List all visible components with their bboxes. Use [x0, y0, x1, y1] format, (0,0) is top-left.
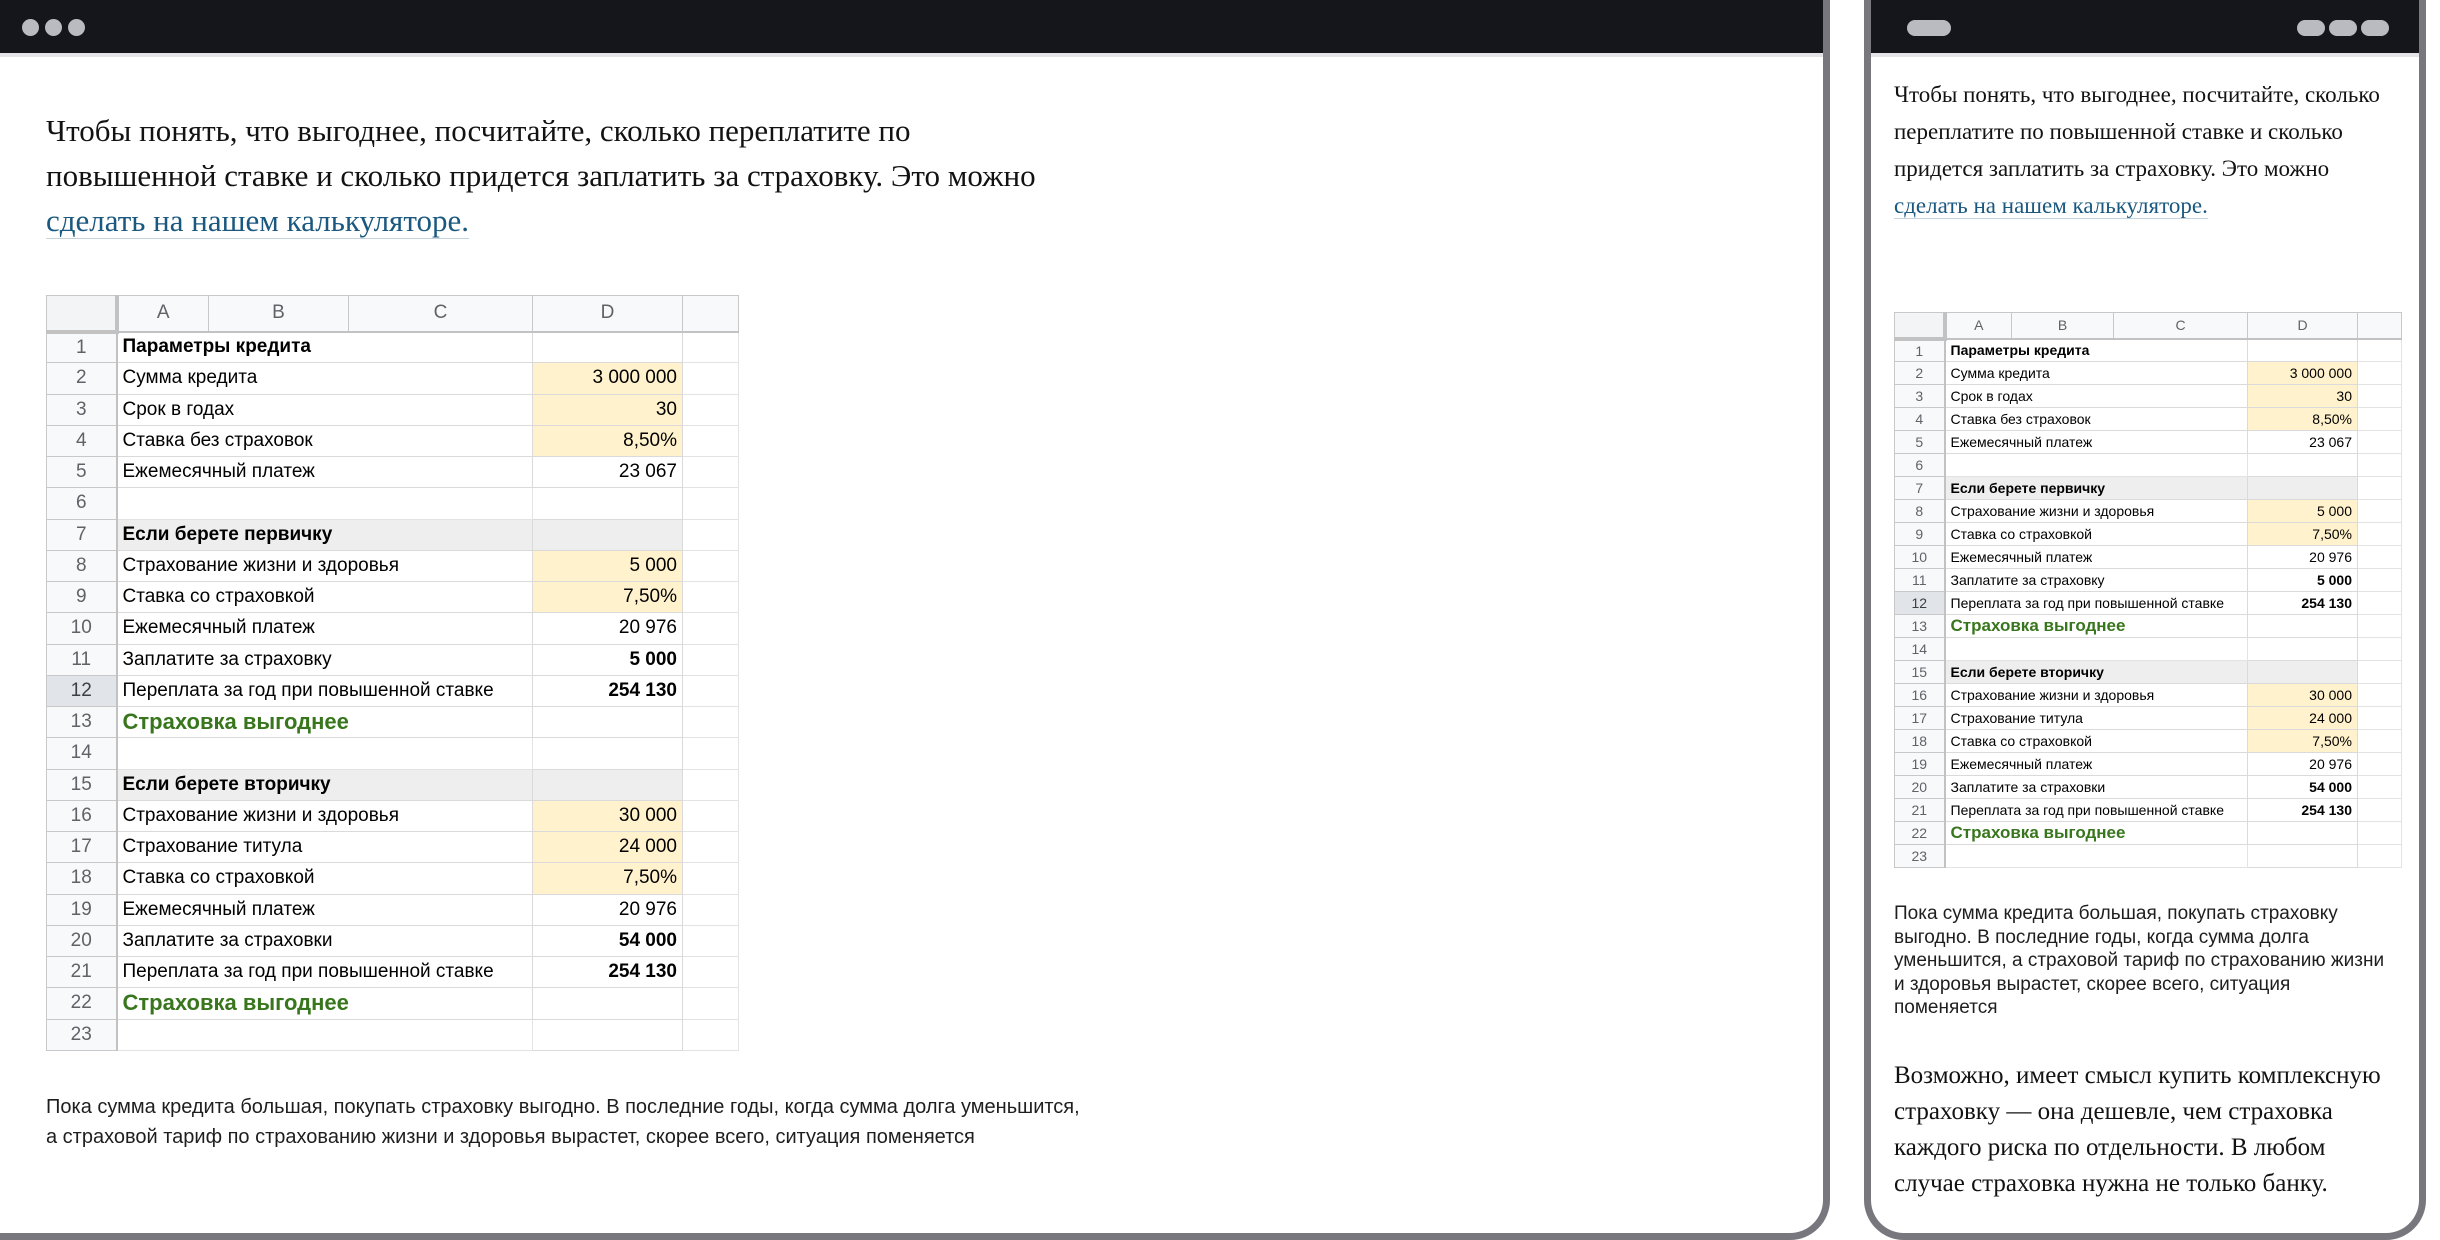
mobile-calculator-link[interactable]: сделать на нашем калькуляторе. — [1894, 193, 2208, 218]
value-cell[interactable]: 20 976 — [2248, 546, 2358, 569]
table-row — [47, 988, 739, 1019]
value-cell[interactable] — [533, 988, 683, 1019]
value-cell[interactable]: 54 000 — [2248, 776, 2358, 799]
column-header[interactable]: B — [2012, 313, 2114, 339]
value-cell[interactable] — [2248, 845, 2358, 868]
empty-cell[interactable] — [2358, 500, 2402, 523]
table-row — [47, 613, 739, 644]
empty-cell[interactable] — [683, 863, 739, 894]
value-cell[interactable] — [2248, 638, 2358, 661]
window-control-icon[interactable] — [45, 19, 62, 36]
column-header[interactable]: A — [1945, 313, 2012, 339]
table-row — [47, 769, 739, 800]
empty-cell[interactable] — [683, 800, 739, 831]
row-label-cell[interactable]: Страховка выгоднее — [117, 707, 533, 738]
row-label-cell[interactable]: Заплатите за страховки — [117, 925, 533, 956]
window-control-icon[interactable] — [22, 19, 39, 36]
row-number[interactable]: 8 — [47, 550, 117, 581]
row-number[interactable]: 2 — [1895, 362, 1945, 385]
empty-cell[interactable] — [683, 1019, 739, 1050]
row-label-cell[interactable]: Страховка выгоднее — [1945, 822, 2248, 845]
row-number[interactable]: 20 — [1895, 776, 1945, 799]
column-header[interactable]: A — [117, 296, 209, 332]
table-row — [47, 925, 739, 956]
row-number[interactable]: 16 — [1895, 684, 1945, 707]
row-number[interactable]: 7 — [47, 519, 117, 550]
select-all-corner[interactable] — [1895, 313, 1945, 339]
row-label-cell[interactable] — [1945, 454, 2248, 477]
row-number[interactable]: 22 — [47, 988, 117, 1019]
mobile-closing-paragraph: Возможно, имеет смысл купить комплексную страховку — она дешевле, чем страховка каждого риска по отдельности. В любом случае страховка нужна не только банку. — [1894, 1062, 2381, 1197]
row-label-cell[interactable]: Переплата за год при повышенной ставке — [117, 957, 533, 988]
value-cell[interactable]: 254 130 — [2248, 799, 2358, 822]
value-cell[interactable] — [2248, 454, 2358, 477]
row-label-cell[interactable]: Ежемесячный платеж — [1945, 546, 2248, 569]
row-label-cell[interactable]: Страхование жизни и здоровья — [117, 800, 533, 831]
value-cell[interactable]: 30 000 — [533, 800, 683, 831]
empty-cell[interactable] — [2358, 730, 2402, 753]
empty-cell[interactable] — [2358, 385, 2402, 408]
row-number[interactable]: 7 — [1895, 477, 1945, 500]
row-number[interactable]: 4 — [47, 425, 117, 456]
row-label-cell[interactable]: Страхование титула — [1945, 707, 2248, 730]
empty-cell[interactable] — [683, 519, 739, 550]
row-label-cell[interactable]: Страхование жизни и здоровья — [1945, 500, 2248, 523]
empty-cell[interactable] — [2358, 822, 2402, 845]
row-label-cell[interactable]: Ежемесячный платеж — [1945, 753, 2248, 776]
mobile-control-icon[interactable] — [2297, 20, 2325, 36]
empty-cell[interactable] — [2358, 661, 2402, 684]
empty-cell[interactable] — [683, 957, 739, 988]
row-label-cell[interactable]: Ставка со страховкой — [117, 582, 533, 613]
row-number[interactable]: 23 — [1895, 845, 1945, 868]
row-number[interactable]: 10 — [1895, 546, 1945, 569]
value-cell[interactable]: 8,50% — [533, 425, 683, 456]
row-label-cell[interactable]: Сумма кредита — [117, 363, 533, 394]
empty-cell[interactable] — [683, 613, 739, 644]
table-row — [1895, 385, 2402, 408]
empty-cell[interactable] — [2358, 523, 2402, 546]
row-number[interactable]: 13 — [1895, 615, 1945, 638]
table-row — [1895, 707, 2402, 730]
row-label-cell[interactable]: Ставка со страховкой — [117, 863, 533, 894]
value-cell[interactable]: 254 130 — [533, 675, 683, 706]
value-cell[interactable]: 3 000 000 — [533, 363, 683, 394]
empty-cell[interactable] — [2358, 546, 2402, 569]
empty-cell[interactable] — [683, 582, 739, 613]
value-cell[interactable]: 7,50% — [2248, 730, 2358, 753]
row-number[interactable]: 2 — [47, 363, 117, 394]
table-row — [47, 519, 739, 550]
row-label-cell[interactable]: Ставка без страховок — [117, 425, 533, 456]
table-row — [1895, 730, 2402, 753]
value-cell[interactable]: 7,50% — [533, 863, 683, 894]
row-label-cell[interactable]: Параметры кредита — [1945, 339, 2248, 362]
empty-cell[interactable] — [2358, 408, 2402, 431]
empty-cell[interactable] — [2358, 592, 2402, 615]
table-row — [47, 957, 739, 988]
row-number[interactable]: 10 — [47, 613, 117, 644]
row-number[interactable]: 4 — [1895, 408, 1945, 431]
empty-cell[interactable] — [683, 363, 739, 394]
mobile-title-bar — [1871, 0, 2419, 53]
row-number[interactable]: 14 — [1895, 638, 1945, 661]
row-number[interactable]: 3 — [1895, 385, 1945, 408]
row-label-cell[interactable]: Страховка выгоднее — [117, 988, 533, 1019]
row-number[interactable]: 6 — [1895, 454, 1945, 477]
row-label-cell[interactable]: Если берете вторичку — [117, 769, 533, 800]
value-cell[interactable] — [2248, 822, 2358, 845]
row-label-cell[interactable]: Переплата за год при повышенной ставке — [1945, 592, 2248, 615]
row-number[interactable]: 9 — [1895, 523, 1945, 546]
value-cell[interactable]: 20 976 — [533, 894, 683, 925]
empty-cell[interactable] — [2358, 707, 2402, 730]
intro-text: Чтобы понять, что выгоднее, посчитайте, сколько переплатите по повышенной ставке и сколько придется заплатить за страховку. Это можно — [46, 113, 1036, 193]
table-row — [47, 1019, 739, 1050]
column-header-row — [47, 296, 739, 332]
table-row — [1895, 477, 2402, 500]
empty-cell[interactable] — [683, 644, 739, 675]
row-number[interactable]: 8 — [1895, 500, 1945, 523]
table-row — [1895, 799, 2402, 822]
value-cell[interactable] — [2248, 615, 2358, 638]
table-row — [1895, 339, 2402, 362]
table-row — [47, 894, 739, 925]
value-cell[interactable] — [533, 707, 683, 738]
table-row — [47, 488, 739, 519]
table-row — [1895, 546, 2402, 569]
row-number[interactable]: 12 — [47, 675, 117, 706]
row-label-cell[interactable]: Ставка без страховок — [1945, 408, 2248, 431]
value-cell[interactable]: 5 000 — [2248, 500, 2358, 523]
empty-cell[interactable] — [2358, 845, 2402, 868]
empty-cell[interactable] — [2358, 753, 2402, 776]
empty-cell[interactable] — [683, 457, 739, 488]
row-number[interactable]: 17 — [47, 832, 117, 863]
row-number[interactable]: 3 — [47, 394, 117, 425]
row-number[interactable]: 13 — [47, 707, 117, 738]
row-label-cell[interactable]: Ежемесячный платеж — [117, 613, 533, 644]
value-cell[interactable] — [533, 769, 683, 800]
mobile-phone-frame — [1864, 0, 2426, 1240]
row-label-cell[interactable]: Заплатите за страховки — [1945, 776, 2248, 799]
value-cell[interactable]: 254 130 — [2248, 592, 2358, 615]
value-cell[interactable]: 3 000 000 — [2248, 362, 2358, 385]
calculator-link[interactable]: сделать на нашем калькуляторе. — [46, 203, 469, 238]
value-cell[interactable]: 23 067 — [2248, 431, 2358, 454]
mobile-status-pill — [1907, 20, 1951, 36]
table-row — [47, 425, 739, 456]
mobile-spreadsheet-screenshot — [1894, 312, 2402, 868]
desktop-title-bar — [0, 0, 1823, 53]
row-label-cell[interactable]: Срок в годах — [117, 394, 533, 425]
empty-cell[interactable] — [683, 925, 739, 956]
row-label-cell[interactable]: Ежемесячный платеж — [117, 894, 533, 925]
row-number[interactable]: 19 — [1895, 753, 1945, 776]
row-label-cell[interactable] — [117, 738, 533, 769]
table-row — [1895, 684, 2402, 707]
empty-cell[interactable] — [2358, 454, 2402, 477]
row-label-cell[interactable] — [117, 488, 533, 519]
value-cell[interactable]: 254 130 — [533, 957, 683, 988]
empty-cell[interactable] — [683, 332, 739, 363]
mobile-intro-text: Чтобы понять, что выгоднее, посчитайте, сколько переплатите по повышенной ставке и сколько придется заплатить за страховку. Это можно — [1894, 82, 2380, 181]
select-all-corner[interactable] — [47, 296, 117, 332]
table-row — [1895, 638, 2402, 661]
value-cell[interactable] — [2248, 339, 2358, 362]
row-number[interactable]: 12 — [1895, 592, 1945, 615]
row-label-cell[interactable]: Если берете первичку — [117, 519, 533, 550]
value-cell[interactable]: 30 — [533, 394, 683, 425]
table-row — [1895, 500, 2402, 523]
table-row — [1895, 408, 2402, 431]
row-number[interactable]: 21 — [47, 957, 117, 988]
table-row — [47, 832, 739, 863]
mobile-control-icon[interactable] — [2361, 20, 2389, 36]
value-cell[interactable]: 30 — [2248, 385, 2358, 408]
row-number[interactable]: 1 — [47, 332, 117, 363]
row-number[interactable]: 1 — [1895, 339, 1945, 362]
row-label-cell[interactable]: Срок в годах — [1945, 385, 2248, 408]
mobile-spreadsheet-caption: Пока сумма кредита большая, покупать страховку выгодно. В последние годы, когда сумма долга уменьшится, а страховой тариф по страхованию жизни и здоровья вырастет, скорее всего, ситуация поменяется — [1894, 903, 2385, 1018]
table-row — [1895, 776, 2402, 799]
row-label-cell[interactable]: Переплата за год при повышенной ставке — [117, 675, 533, 706]
row-number[interactable]: 19 — [47, 894, 117, 925]
table-row — [47, 582, 739, 613]
column-header[interactable]: B — [209, 296, 349, 332]
value-cell[interactable]: 24 000 — [2248, 707, 2358, 730]
row-number[interactable]: 20 — [47, 925, 117, 956]
empty-cell[interactable] — [683, 550, 739, 581]
table-row — [47, 644, 739, 675]
table-row — [1895, 454, 2402, 477]
row-number[interactable]: 11 — [1895, 569, 1945, 592]
row-label-cell[interactable]: Сумма кредита — [1945, 362, 2248, 385]
row-number[interactable]: 23 — [47, 1019, 117, 1050]
table-row — [1895, 362, 2402, 385]
empty-cell[interactable] — [683, 769, 739, 800]
empty-cell[interactable] — [683, 394, 739, 425]
row-label-cell[interactable]: Если берете первичку — [1945, 477, 2248, 500]
table-row — [1895, 753, 2402, 776]
row-number[interactable]: 14 — [47, 738, 117, 769]
row-number[interactable]: 22 — [1895, 822, 1945, 845]
table-row — [47, 550, 739, 581]
value-cell[interactable]: 20 976 — [2248, 753, 2358, 776]
empty-cell[interactable] — [683, 488, 739, 519]
column-header[interactable]: D — [533, 296, 683, 332]
row-label-cell[interactable]: Ставка со страховкой — [1945, 523, 2248, 546]
table-row — [47, 457, 739, 488]
value-cell[interactable]: 54 000 — [533, 925, 683, 956]
table-row — [1895, 592, 2402, 615]
row-label-cell[interactable]: Страхование титула — [117, 832, 533, 863]
mobile-control-icon[interactable] — [2329, 20, 2357, 36]
value-cell[interactable]: 5 000 — [533, 550, 683, 581]
row-label-cell[interactable]: Переплата за год при повышенной ставке — [1945, 799, 2248, 822]
table-row — [1895, 661, 2402, 684]
column-header — [683, 296, 739, 332]
table-row — [47, 800, 739, 831]
row-label-cell[interactable]: Параметры кредита — [117, 332, 533, 363]
value-cell[interactable] — [533, 1019, 683, 1050]
value-cell[interactable]: 23 067 — [533, 457, 683, 488]
table-row — [47, 738, 739, 769]
table-row — [47, 675, 739, 706]
empty-cell[interactable] — [683, 425, 739, 456]
row-number[interactable]: 17 — [1895, 707, 1945, 730]
table-row — [1895, 845, 2402, 868]
empty-cell[interactable] — [2358, 339, 2402, 362]
column-header[interactable]: D — [2248, 313, 2358, 339]
row-label-cell[interactable]: Заплатите за страховку — [117, 644, 533, 675]
table-row — [47, 363, 739, 394]
row-label-cell[interactable]: Страховка выгоднее — [1945, 615, 2248, 638]
table-row — [1895, 523, 2402, 546]
empty-cell[interactable] — [2358, 776, 2402, 799]
row-label-cell[interactable]: Страхование жизни и здоровья — [117, 550, 533, 581]
column-header[interactable]: C — [349, 296, 533, 332]
row-number[interactable]: 9 — [47, 582, 117, 613]
empty-cell[interactable] — [2358, 638, 2402, 661]
empty-cell[interactable] — [2358, 362, 2402, 385]
table-row — [1895, 615, 2402, 638]
value-cell[interactable] — [533, 488, 683, 519]
table-row — [47, 394, 739, 425]
table-row — [1895, 822, 2402, 845]
window-control-icon[interactable] — [68, 19, 85, 36]
value-cell[interactable] — [2248, 661, 2358, 684]
row-label-cell[interactable]: Ставка со страховкой — [1945, 730, 2248, 753]
row-label-cell[interactable]: Ежемесячный платеж — [117, 457, 533, 488]
value-cell[interactable]: 7,50% — [2248, 523, 2358, 546]
row-number[interactable]: 15 — [47, 769, 117, 800]
value-cell[interactable]: 20 976 — [533, 613, 683, 644]
value-cell[interactable] — [2248, 477, 2358, 500]
row-label-cell[interactable] — [1945, 845, 2248, 868]
table-row — [47, 863, 739, 894]
row-label-cell[interactable]: Заплатите за страховку — [1945, 569, 2248, 592]
empty-cell[interactable] — [683, 738, 739, 769]
row-number[interactable]: 5 — [47, 457, 117, 488]
empty-cell[interactable] — [683, 675, 739, 706]
value-cell[interactable] — [533, 332, 683, 363]
row-number[interactable]: 15 — [1895, 661, 1945, 684]
empty-cell[interactable] — [2358, 569, 2402, 592]
value-cell[interactable]: 7,50% — [533, 582, 683, 613]
row-label-cell[interactable] — [1945, 638, 2248, 661]
row-number[interactable]: 5 — [1895, 431, 1945, 454]
mobile-intro-paragraph — [1894, 76, 2384, 224]
row-label-cell[interactable]: Ежемесячный платеж — [1945, 431, 2248, 454]
empty-cell[interactable] — [2358, 799, 2402, 822]
spreadsheet-caption: Пока сумма кредита большая, покупать страховку выгодно. В последние годы, когда сумма долга уменьшится, а страховой тариф по страхованию жизни и здоровья вырастет, скорее всего, ситуация поменяется — [46, 1096, 1080, 1148]
value-cell[interactable]: 5 000 — [2248, 569, 2358, 592]
row-number[interactable]: 21 — [1895, 799, 1945, 822]
empty-cell[interactable] — [2358, 477, 2402, 500]
value-cell[interactable]: 30 000 — [2248, 684, 2358, 707]
column-header[interactable]: C — [2114, 313, 2248, 339]
table-row — [1895, 569, 2402, 592]
column-header — [2358, 313, 2402, 339]
intro-paragraph — [46, 108, 1086, 243]
empty-cell[interactable] — [2358, 684, 2402, 707]
empty-cell[interactable] — [2358, 431, 2402, 454]
table-row — [1895, 431, 2402, 454]
column-header-row — [1895, 313, 2402, 339]
table-row — [47, 332, 739, 363]
row-number[interactable]: 11 — [47, 644, 117, 675]
row-label-cell[interactable]: Страхование жизни и здоровья — [1945, 684, 2248, 707]
row-number[interactable]: 16 — [47, 800, 117, 831]
row-label-cell[interactable]: Если берете вторичку — [1945, 661, 2248, 684]
value-cell[interactable]: 24 000 — [533, 832, 683, 863]
value-cell[interactable]: 5 000 — [533, 644, 683, 675]
spreadsheet-screenshot — [46, 295, 739, 1051]
value-cell[interactable]: 8,50% — [2248, 408, 2358, 431]
empty-cell[interactable] — [683, 832, 739, 863]
row-number[interactable]: 6 — [47, 488, 117, 519]
table-row — [47, 707, 739, 738]
empty-cell[interactable] — [683, 988, 739, 1019]
empty-cell[interactable] — [683, 707, 739, 738]
empty-cell[interactable] — [2358, 615, 2402, 638]
row-number[interactable]: 18 — [47, 863, 117, 894]
empty-cell[interactable] — [683, 894, 739, 925]
row-number[interactable]: 18 — [1895, 730, 1945, 753]
row-label-cell[interactable] — [117, 1019, 533, 1050]
value-cell[interactable] — [533, 519, 683, 550]
value-cell[interactable] — [533, 738, 683, 769]
